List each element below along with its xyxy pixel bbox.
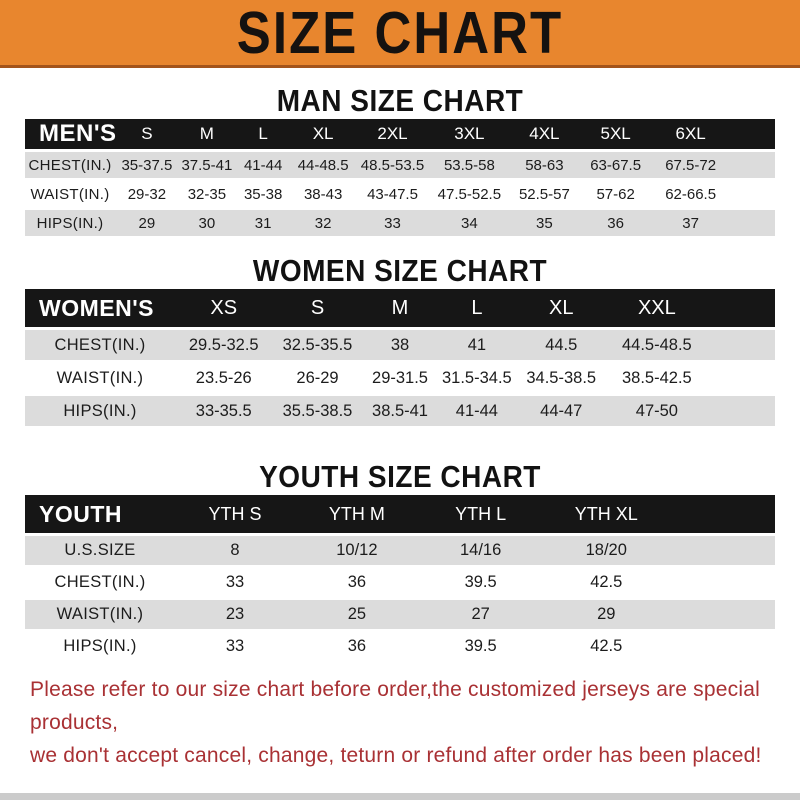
table-row bbox=[25, 152, 775, 178]
size-value-cell: 29.5-32.5 bbox=[175, 330, 273, 360]
footer-disclaimer bbox=[0, 673, 800, 772]
size-value-cell: 44.5-48.5 bbox=[606, 330, 707, 360]
size-value-cell: 42.5 bbox=[543, 568, 671, 597]
size-column-header: XS bbox=[175, 289, 273, 327]
size-column-header: 3XL bbox=[430, 119, 509, 149]
measurement-row-label: WAIST(IN.) bbox=[25, 363, 175, 393]
measurement-row-label: CHEST(IN.) bbox=[25, 330, 175, 360]
size-value-cell: 44.5 bbox=[516, 330, 606, 360]
size-column-header: XXL bbox=[606, 289, 707, 327]
size-column-header: L bbox=[235, 119, 291, 149]
row-filler-cell bbox=[670, 568, 775, 597]
size-column-header: S bbox=[273, 289, 363, 327]
size-value-cell: 36 bbox=[295, 632, 419, 661]
size-value-cell: 32 bbox=[291, 210, 355, 236]
measurement-row-label: U.S.SIZE bbox=[25, 536, 175, 565]
size-value-cell: 44-48.5 bbox=[291, 152, 355, 178]
size-value-cell: 33-35.5 bbox=[175, 396, 273, 426]
size-value-cell: 37.5-41 bbox=[179, 152, 235, 178]
size-value-cell: 39.5 bbox=[419, 568, 543, 597]
size-value-cell: 38.5-41 bbox=[363, 396, 438, 426]
size-value-cell: 10/12 bbox=[295, 536, 419, 565]
size-value-cell: 34 bbox=[430, 210, 509, 236]
size-column-header: L bbox=[438, 289, 517, 327]
size-header-row bbox=[25, 495, 775, 533]
size-value-cell: 35.5-38.5 bbox=[273, 396, 363, 426]
size-value-cell: 41-44 bbox=[235, 152, 291, 178]
table-row bbox=[25, 632, 775, 661]
size-value-cell: 23.5-26 bbox=[175, 363, 273, 393]
size-value-cell: 48.5-53.5 bbox=[355, 152, 430, 178]
size-value-cell: 29-31.5 bbox=[363, 363, 438, 393]
section-women bbox=[0, 254, 800, 429]
youth-size-table bbox=[25, 492, 775, 664]
row-filler-cell bbox=[670, 632, 775, 661]
size-value-cell: 38-43 bbox=[291, 181, 355, 207]
table-row bbox=[25, 363, 775, 393]
size-value-cell: 23 bbox=[175, 600, 295, 629]
size-value-cell: 30 bbox=[179, 210, 235, 236]
size-value-cell: 47-50 bbox=[606, 396, 707, 426]
size-value-cell: 37 bbox=[651, 210, 730, 236]
youth-section-heading: YOUTH SIZE CHART bbox=[259, 460, 541, 494]
table-row bbox=[25, 600, 775, 629]
size-value-cell: 29-32 bbox=[115, 181, 179, 207]
measurement-row-label: WAIST(IN.) bbox=[25, 181, 115, 207]
size-value-cell: 35-37.5 bbox=[115, 152, 179, 178]
size-value-cell: 39.5 bbox=[419, 632, 543, 661]
table-corner-label: WOMEN'S bbox=[25, 289, 175, 327]
size-value-cell: 62-66.5 bbox=[651, 181, 730, 207]
size-value-cell: 52.5-57 bbox=[509, 181, 580, 207]
size-column-header: M bbox=[179, 119, 235, 149]
size-value-cell: 67.5-72 bbox=[651, 152, 730, 178]
poster-title: SIZE CHART bbox=[236, 0, 564, 66]
size-value-cell: 14/16 bbox=[419, 536, 543, 565]
size-value-cell: 42.5 bbox=[543, 632, 671, 661]
measurement-row-label: CHEST(IN.) bbox=[25, 152, 115, 178]
size-value-cell: 36 bbox=[295, 568, 419, 597]
size-column-header: XL bbox=[516, 289, 606, 327]
row-filler-cell bbox=[670, 600, 775, 629]
size-header-row bbox=[25, 119, 775, 149]
size-header-row bbox=[25, 289, 775, 327]
measurement-row-label: HIPS(IN.) bbox=[25, 210, 115, 236]
size-column-header: YTH S bbox=[175, 495, 295, 533]
section-men bbox=[0, 84, 800, 239]
size-column-header: 6XL bbox=[651, 119, 730, 149]
size-value-cell: 33 bbox=[175, 632, 295, 661]
size-value-cell: 34.5-38.5 bbox=[516, 363, 606, 393]
size-column-header: YTH L bbox=[419, 495, 543, 533]
section-youth bbox=[0, 460, 800, 664]
top-banner bbox=[0, 0, 800, 68]
table-row bbox=[25, 181, 775, 207]
women-size-table bbox=[25, 286, 775, 429]
size-value-cell: 35 bbox=[509, 210, 580, 236]
size-value-cell: 63-67.5 bbox=[580, 152, 651, 178]
table-corner-label: YOUTH bbox=[25, 495, 175, 533]
size-value-cell: 33 bbox=[175, 568, 295, 597]
size-value-cell: 27 bbox=[419, 600, 543, 629]
measurement-row-label: HIPS(IN.) bbox=[25, 396, 175, 426]
size-value-cell: 41-44 bbox=[438, 396, 517, 426]
size-column-header: YTH M bbox=[295, 495, 419, 533]
size-value-cell: 18/20 bbox=[543, 536, 671, 565]
header-filler-cell bbox=[708, 289, 776, 327]
footer-disclaimer-line2: we don't accept cancel, change, teturn or refund after order has been placed! bbox=[30, 744, 762, 767]
size-column-header: 5XL bbox=[580, 119, 651, 149]
size-column-header: 4XL bbox=[509, 119, 580, 149]
size-value-cell: 32-35 bbox=[179, 181, 235, 207]
men-size-table bbox=[25, 116, 775, 239]
size-value-cell: 36 bbox=[580, 210, 651, 236]
size-column-header: 2XL bbox=[355, 119, 430, 149]
table-corner-label: MEN'S bbox=[25, 119, 115, 149]
size-value-cell: 38.5-42.5 bbox=[606, 363, 707, 393]
header-filler-cell bbox=[730, 119, 775, 149]
row-filler-cell bbox=[730, 152, 775, 178]
size-column-header: YTH XL bbox=[543, 495, 671, 533]
size-value-cell: 41 bbox=[438, 330, 517, 360]
size-value-cell: 33 bbox=[355, 210, 430, 236]
measurement-row-label: HIPS(IN.) bbox=[25, 632, 175, 661]
size-value-cell: 8 bbox=[175, 536, 295, 565]
row-filler-cell bbox=[708, 396, 776, 426]
size-value-cell: 32.5-35.5 bbox=[273, 330, 363, 360]
size-value-cell: 29 bbox=[543, 600, 671, 629]
size-value-cell: 31.5-34.5 bbox=[438, 363, 517, 393]
size-value-cell: 47.5-52.5 bbox=[430, 181, 509, 207]
measurement-row-label: WAIST(IN.) bbox=[25, 600, 175, 629]
size-value-cell: 31 bbox=[235, 210, 291, 236]
table-row bbox=[25, 536, 775, 565]
row-filler-cell bbox=[708, 363, 776, 393]
table-row bbox=[25, 396, 775, 426]
size-value-cell: 58-63 bbox=[509, 152, 580, 178]
row-filler-cell bbox=[708, 330, 776, 360]
size-value-cell: 25 bbox=[295, 600, 419, 629]
table-row bbox=[25, 210, 775, 236]
row-filler-cell bbox=[670, 536, 775, 565]
size-value-cell: 26-29 bbox=[273, 363, 363, 393]
header-filler-cell bbox=[670, 495, 775, 533]
table-row bbox=[25, 330, 775, 360]
size-value-cell: 38 bbox=[363, 330, 438, 360]
row-filler-cell bbox=[730, 181, 775, 207]
measurement-row-label: CHEST(IN.) bbox=[25, 568, 175, 597]
size-value-cell: 53.5-58 bbox=[430, 152, 509, 178]
size-value-cell: 44-47 bbox=[516, 396, 606, 426]
size-value-cell: 35-38 bbox=[235, 181, 291, 207]
row-filler-cell bbox=[730, 210, 775, 236]
women-section-heading: WOMEN SIZE CHART bbox=[252, 254, 548, 288]
size-value-cell: 43-47.5 bbox=[355, 181, 430, 207]
size-column-header: XL bbox=[291, 119, 355, 149]
size-value-cell: 29 bbox=[115, 210, 179, 236]
size-value-cell: 57-62 bbox=[580, 181, 651, 207]
bottom-divider bbox=[0, 793, 800, 800]
table-row bbox=[25, 568, 775, 597]
men-section-heading: MAN SIZE CHART bbox=[276, 84, 524, 118]
size-column-header: M bbox=[363, 289, 438, 327]
footer-disclaimer-line1: Please refer to our size chart before order,the customized jerseys are special products, bbox=[30, 678, 760, 734]
size-column-header: S bbox=[115, 119, 179, 149]
